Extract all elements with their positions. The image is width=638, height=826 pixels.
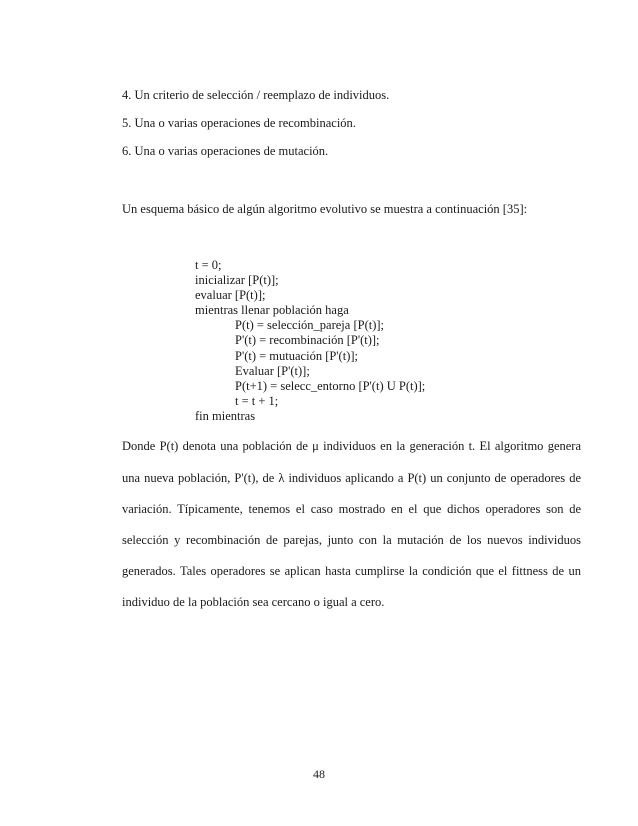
code-line: t = 0; (195, 258, 222, 272)
code-line: t = t + 1; (235, 393, 279, 408)
paragraph-line: variación. Típicamente, tenemos el caso mostrado en el que dichos operadores son de (122, 502, 581, 516)
code-line: mientras llenar población haga (195, 303, 349, 318)
paragraph-line: selección y recombinación de parejas, junto con la mutación de los nuevos individuos (122, 533, 581, 547)
code-line: P(t) = selección_pareja [P(t)]; (235, 318, 385, 333)
paragraph-line: generados. Tales operadores se aplican hasta cumplirse la condición que el fittness de un (122, 564, 581, 578)
code-line: Evaluar [P'(t)]; (235, 363, 310, 378)
code-line: P'(t) = mutuación [P'(t)]; (235, 348, 358, 363)
code-line: fin mientras (195, 408, 256, 423)
intro-sentence: Un esquema básico de algún algoritmo evolutivo se muestra a continuación [35]: (122, 202, 528, 216)
code-line: P'(t) = recombinación [P'(t)]; (235, 333, 380, 348)
paragraph-line: una nueva población, P'(t), de λ individuos aplicando a P(t) un conjunto de operadores de (122, 471, 581, 485)
list-item-6: 6. Una o varias operaciones de mutación. (122, 144, 329, 158)
algorithm-pseudocode (195, 258, 425, 424)
paragraph-line: individuo de la población sea cercano o igual a cero. (122, 595, 385, 609)
code-line: P(t+1) = selecc_entorno [P'(t) U P(t)]; (235, 378, 426, 393)
list-item-5: 5. Una o varias operaciones de recombinación. (122, 116, 356, 130)
code-line: evaluar [P(t)]; (195, 288, 266, 303)
paragraph-line: Donde P(t) denota una población de μ individuos en la generación t. El algoritmo genera (122, 439, 581, 453)
code-line: inicializar [P(t)]; (195, 273, 279, 288)
list-item-4: 4. Un criterio de selección / reemplazo de individuos. (122, 88, 390, 102)
page-number: 48 (313, 767, 325, 781)
